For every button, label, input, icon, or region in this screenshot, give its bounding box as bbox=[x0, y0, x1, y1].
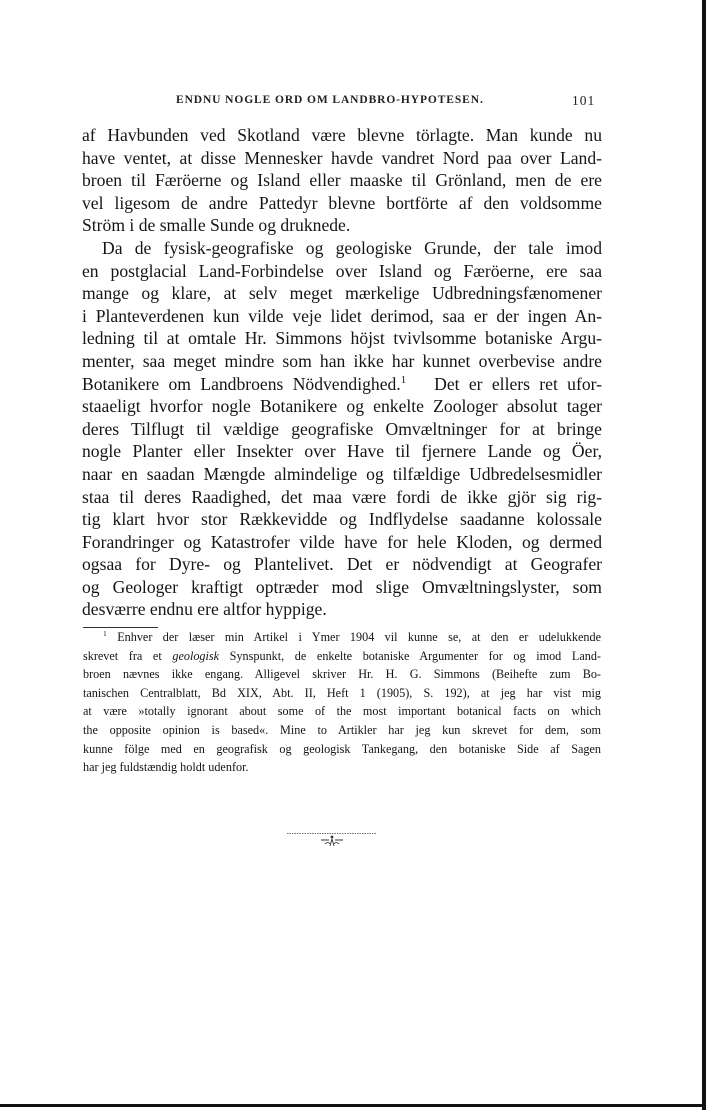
text-line: ledning til at omtale Hr. Simmons höjst tvivlsomme botaniske Argu- bbox=[82, 328, 602, 349]
text-line: nogle Planter eller Insekter over Have til fjernere Lande og Öer, bbox=[82, 441, 602, 462]
text-line: mange og klare, at selv meget mærkelige Udbredningsfænomener bbox=[82, 283, 602, 304]
footnote-line: kunne fölge med en geografisk og geologisk Tankegang, den botaniske Side af Sagen bbox=[83, 741, 601, 756]
text-line: broen til Færöerne og Island eller maaske til Grönland, men de ere bbox=[82, 170, 602, 191]
end-ornament-icon bbox=[287, 832, 377, 852]
footnote-reference: 1 bbox=[400, 373, 407, 386]
text-segment: Det er ellers ret ufor- bbox=[434, 373, 602, 394]
text-line: menter, saa meget mindre som han ikke har kunnet overbevise andre bbox=[82, 350, 602, 371]
footnote-line: the opposite opinion is based«. Mine to Artikler har jeg kun skrevet for dem, som bbox=[83, 722, 601, 737]
running-head bbox=[0, 94, 712, 114]
text-line: Da de fysisk-geografiske og geologiske Grunde, der tale imod bbox=[102, 237, 602, 258]
text-line: desværre endnu ere altfor hyppige. bbox=[82, 599, 327, 620]
text-line: have ventet, at disse Mennesker havde vandret Nord paa over Land- bbox=[82, 147, 602, 168]
text-line: af Havbunden ved Skotland være blevne törlagte. Man kunde nu bbox=[82, 125, 602, 145]
text-line: staaeligt hvorfor nogle Botanikere og enkelte Zoologer absolut tager bbox=[82, 396, 602, 417]
text-line: i Planteverdenen kun vilde veje lidet derimod, saa er der ingen An- bbox=[82, 305, 602, 326]
footnote bbox=[83, 628, 601, 777]
page-number: 101 bbox=[572, 93, 596, 108]
text-line: staa til deres Raadighed, det maa være fordi de ikke gjör sig rig- bbox=[82, 486, 602, 507]
text-line: vel ligesom de andre Pattedyr blevne bortförte af den voldsomme bbox=[82, 192, 602, 213]
text-line: ogsaa for Dyre- og Plantelivet. Det er nödvendigt at Geografer bbox=[82, 554, 602, 575]
text-line: Ström i de smalle Sunde og druknede. bbox=[82, 215, 351, 236]
footnote-line: har jeg fuldstændig holdt udenfor. bbox=[83, 760, 249, 775]
footnote-emphasis: geologisk bbox=[172, 648, 220, 663]
text-line: Forandringer og Katastrofer vilde have for hele Kloden, og dermed bbox=[82, 531, 602, 552]
text-line-with-note bbox=[82, 373, 602, 396]
footnote-line: broen nævnes ikke engang. Alligevel skriver Hr. H. G. Simmons (Beihefte zum Bo- bbox=[83, 667, 601, 682]
text-line: deres Tilflugt til vældige geografiske Omvæltninger for at bringe bbox=[82, 418, 602, 439]
text-line: tig klart hvor stor Rækkevidde og Indflydelse saadanne kolossale bbox=[82, 509, 602, 530]
footnote-line: at være »totally ignorant about some of the most important botanical facts on which bbox=[83, 704, 601, 719]
footnote-line bbox=[83, 647, 601, 666]
running-title: ENDNU NOGLE ORD OM LANDBRO-HYPOTESEN. bbox=[176, 94, 484, 106]
body-text bbox=[82, 124, 602, 621]
text-line: en postglacial Land-Forbindelse over Island og Færöerne, ere saa bbox=[82, 260, 602, 281]
footnote-text: Synspunkt, de enkelte botaniske Argumenter for og imod Land- bbox=[229, 648, 601, 663]
scan-border-right bbox=[702, 0, 706, 1110]
footnote-line: tanischen Centralblatt, Bd XIX, Abt. II, Heft 1 (1905), S. 192), at jeg har vist mig bbox=[83, 685, 601, 700]
footnote-marker: 1 bbox=[103, 628, 107, 638]
scan-border-bottom bbox=[0, 1104, 706, 1107]
footnote-text: Enhver der læser min Artikel i Ymer 1904 vil kunne se, at den er udelukkende bbox=[117, 630, 602, 644]
footnote-text: skrevet fra et bbox=[83, 648, 162, 663]
text-segment: Botanikere om Landbroens Nödvendighed. bbox=[82, 373, 401, 394]
text-line: naar en saadan Mængde almindelige og tilfældige Udbredelsesmidler bbox=[82, 463, 602, 484]
text-line: og Geologer kraftigt optræder mod slige Omvæltningslyster, som bbox=[82, 576, 602, 597]
footnote-line bbox=[83, 628, 601, 647]
